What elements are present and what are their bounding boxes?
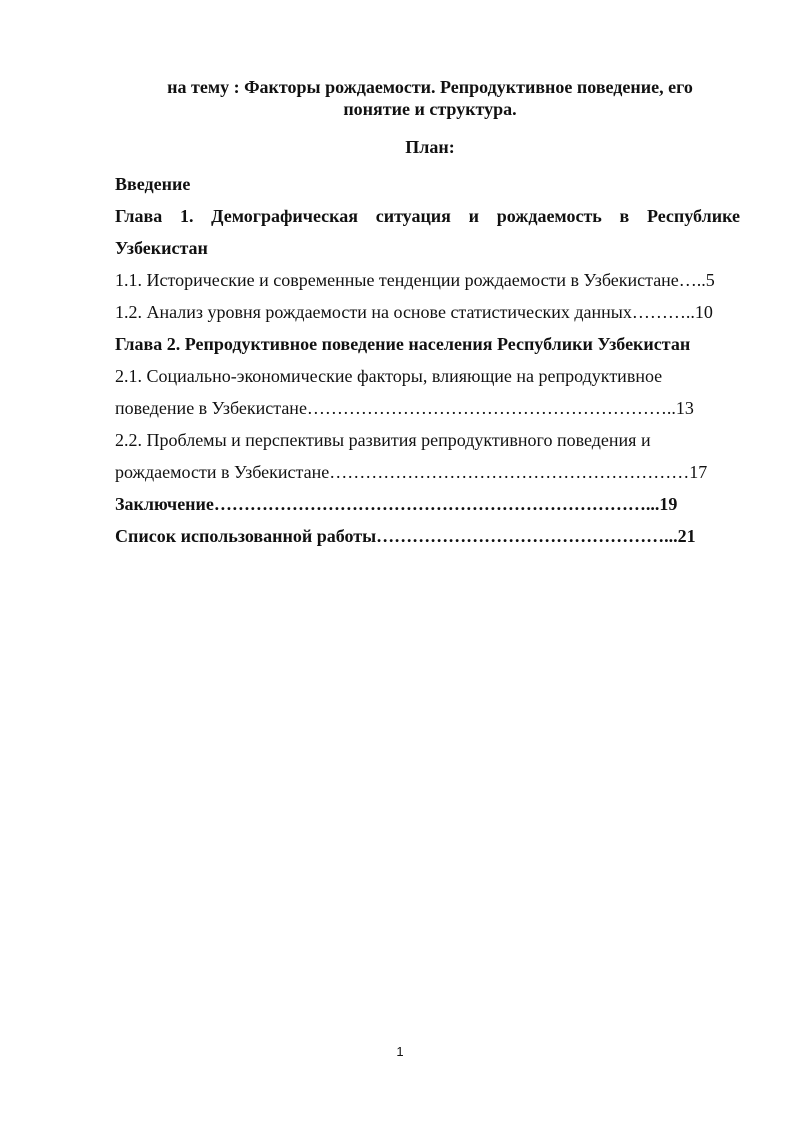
toc-item-2-1-line-1: 2.1. Социально-экономические факторы, влияющие на репродуктивное — [115, 366, 663, 386]
title-line-1: на тему : Факторы рождаемости. Репродуктивное поведение, его — [167, 77, 693, 97]
toc-item-2-1-line-2: поведение в Узбекистане……………………………………………………..13 — [115, 398, 694, 418]
toc-introduction: Введение — [115, 174, 191, 194]
toc-conclusion: Заключение………………………………………………………………...19 — [115, 494, 678, 514]
document-title — [110, 76, 750, 120]
toc-chapter-1-line-1: Глава 1. Демографическая ситуация и рождаемость в Республике — [115, 206, 740, 226]
toc-chapter-2: Глава 2. Репродуктивное поведение населения Республики Узбекистан — [115, 334, 691, 354]
title-line-2: понятие и структура. — [343, 99, 517, 119]
toc-item-2-2-line-2: рождаемости в Узбекистане……………………………………………………17 — [115, 462, 708, 482]
toc-item-2-2-line-1: 2.2. Проблемы и перспективы развития репродуктивного поведения и — [115, 430, 651, 450]
page-number: 1 — [396, 1044, 404, 1059]
table-of-contents — [115, 168, 740, 552]
toc-item-1-1: 1.1. Исторические и современные тенденции рождаемости в Узбекистане…..5 — [115, 270, 715, 290]
toc-item-1-2: 1.2. Анализ уровня рождаемости на основе статистических данных………..10 — [115, 302, 713, 322]
toc-chapter-1-line-2: Узбекистан — [115, 238, 208, 258]
toc-references: Список использованной работы…………………………………………...21 — [115, 526, 696, 546]
plan-heading: План: — [405, 137, 455, 157]
